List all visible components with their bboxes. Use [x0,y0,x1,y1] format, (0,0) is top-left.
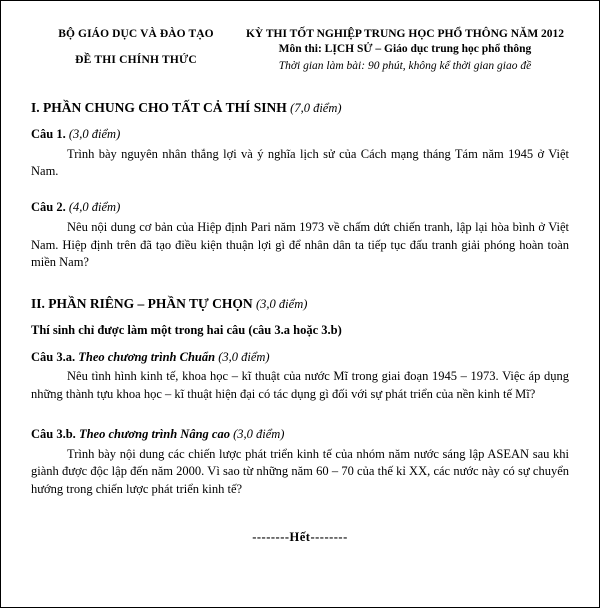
question-1-text: Trình bày nguyên nhân thắng lợi và ý nghĩa lịch sử của Cách mạng tháng Tám năm 1945 ở Việt Nam. [31,146,569,179]
header-left-column [31,27,241,66]
question-2-head [31,199,569,217]
question-3a-label: Câu 3.a. [31,349,76,364]
header-right-column [241,27,569,72]
section-title-2 [31,294,569,314]
subject-name: LỊCH SỬ [324,43,373,55]
question-1-label: Câu 1. [31,126,66,141]
official-exam-label: ĐỀ THI CHÍNH THỨC [75,54,197,66]
end-of-paper-mark: --------Hết-------- [252,529,348,544]
ministry-name: BỘ GIÁO DỤC VÀ ĐÀO TẠO [58,28,214,40]
subject-line [241,43,569,55]
document-header [31,27,569,72]
spacer-after-q1 [31,181,569,199]
question-2-label: Câu 2. [31,200,66,214]
page-content [1,1,599,557]
section-2-note: Thí sinh chỉ được làm một trong hai câu (câu 3.a hoặc 3.b) [31,322,342,337]
question-2-points: (4,0 điểm) [68,200,121,214]
exam-title: KỲ THI TỐT NGHIỆP TRUNG HỌC PHỔ THÔNG NĂM 2012 [245,28,565,40]
subject-label: Môn thi: [278,43,322,55]
question-1-points: (3,0 điểm) [68,126,121,141]
subject-program: – Giáo dục trung học phổ thông [375,43,532,55]
question-3b-variant: Theo chương trình Nâng cao [78,426,230,441]
question-1-head [31,126,569,144]
time-allowance-note: Thời gian làm bài: 90 phút, không kể thời gian giao đề [278,60,532,72]
spacer-after-q3a [31,404,569,426]
section-2-points: (3,0 điểm) [256,297,308,311]
question-2-text: Nêu nội dung cơ bản của Hiệp định Pari năm 1973 về chấm dứt chiến tranh, lập lại hòa bình ở Việt Nam. Hiệp định trên đã tạo điều kiện thuận lợi gì để nhân dân ta tiếp tục đấu tranh giải phóng hoàn toàn miền Nam? [31,219,569,270]
question-3a-points: (3,0 điểm) [218,349,270,364]
question-3b-text: Trình bày nội dung các chiến lược phát triển kinh tế của nhóm năm nước sáng lập ASEAN sau khi giành được độc lập đến năm 2000. Vì sao từ những năm 60 – 70 của thế kỉ XX, các nước này có sự chuyển hướng trong chiến lược phát triển kinh tế? [31,446,569,496]
exam-body [31,98,569,547]
question-3a-head [31,349,569,367]
question-3b-label: Câu 3.b. [31,426,76,441]
question-3b-points: (3,0 điểm) [233,426,285,441]
section-1-points: (7,0 điểm) [290,101,342,115]
spacer-after-q2 [31,272,569,294]
section-1-heading: I. PHẦN CHUNG CHO TẤT CẢ THÍ SINH [31,100,287,115]
question-3a-text: Nêu tình hình kinh tế, khoa học – kĩ thuật của nước Mĩ trong giai đoạn 1945 – 1973. Việc áp dụng những thành tựu khoa học – kĩ thuật hiện đại có tác dụng gì đối với sự phát triển của nền kinh tế Mĩ? [31,369,569,401]
section-title-1 [31,98,569,118]
question-3b-head [31,426,569,444]
question-3a-variant: Theo chương trình Chuẩn [78,349,216,364]
section-2-heading: II. PHẦN RIÊNG – PHẦN TỰ CHỌN [31,296,253,311]
